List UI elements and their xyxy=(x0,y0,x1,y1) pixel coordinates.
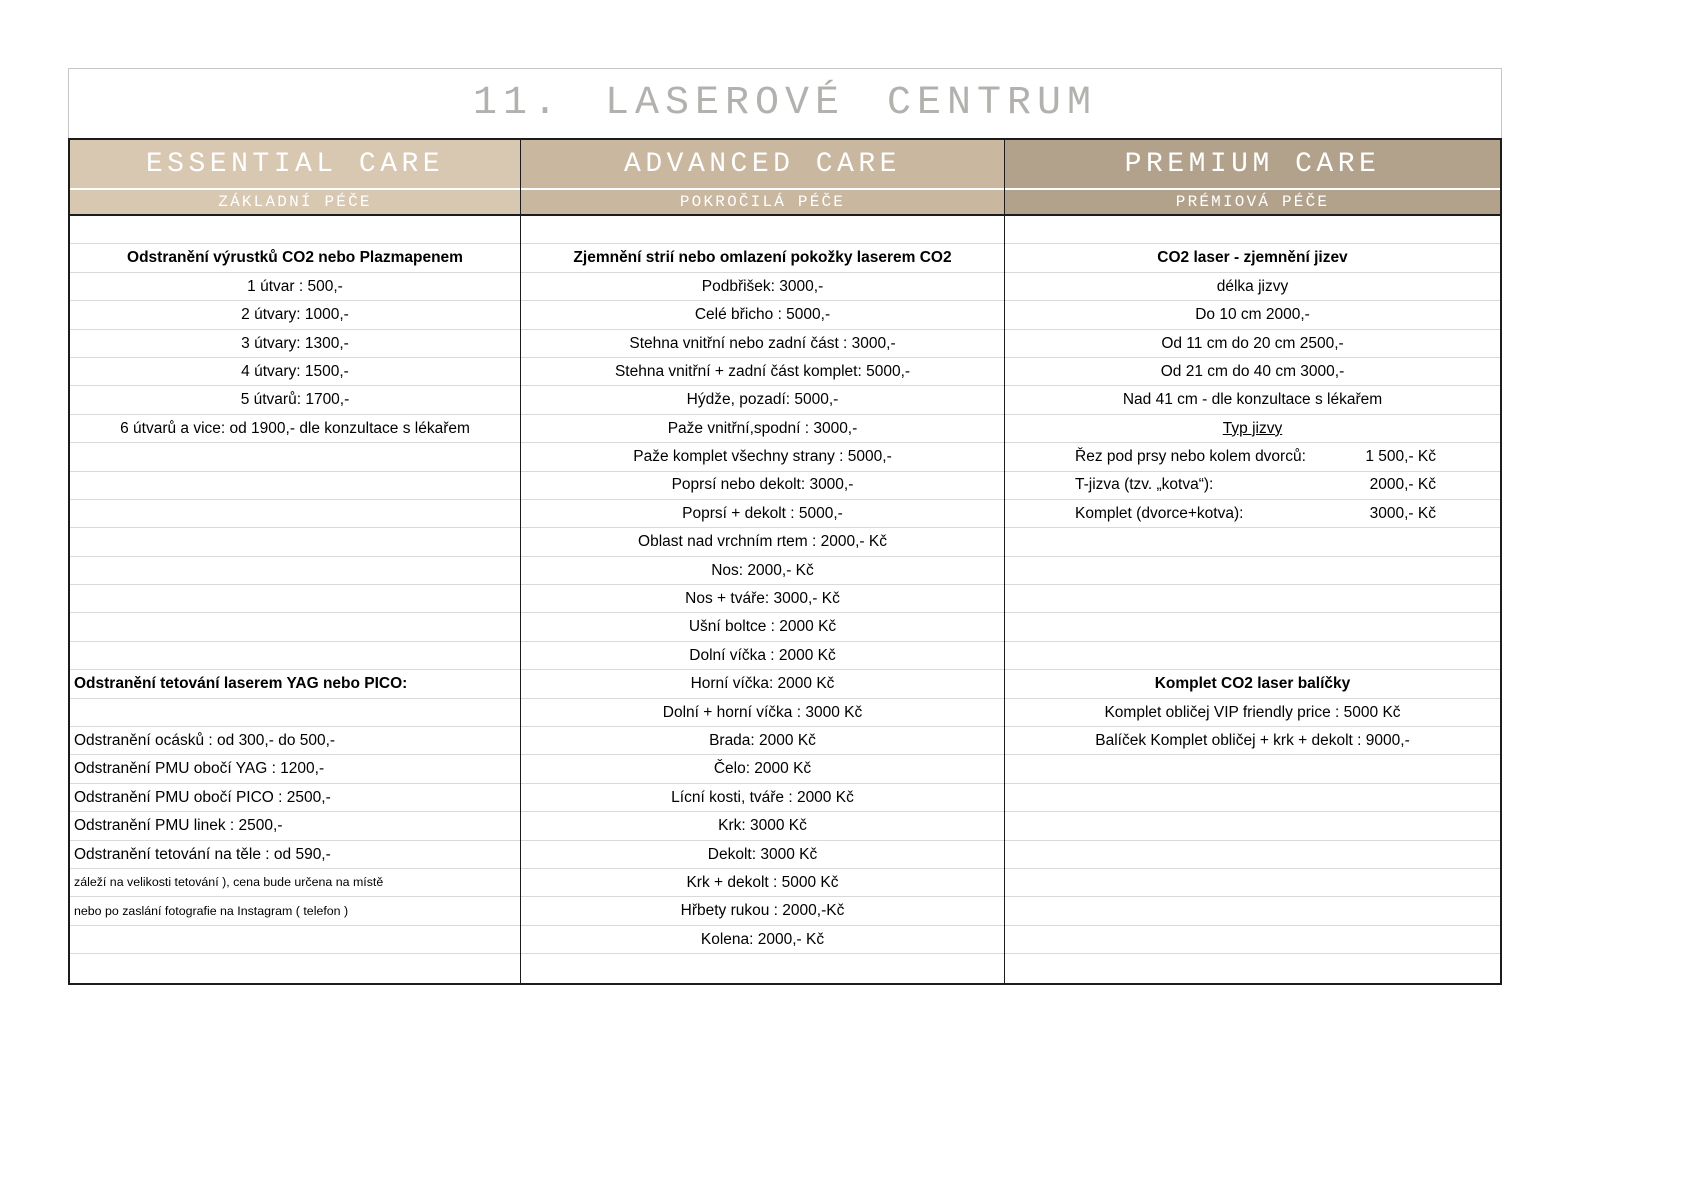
row-label: nebo po zaslání fotografie na Instagram ( telefon ) xyxy=(74,903,349,918)
price-list-row xyxy=(1005,755,1500,783)
column-subheader: ZÁKLADNÍ PÉČE xyxy=(70,190,520,216)
row-label: Krk: 3000 Kč xyxy=(718,817,807,835)
price-list-row xyxy=(521,727,1004,755)
price-list-row xyxy=(70,557,520,585)
price-list-row xyxy=(1005,443,1500,471)
price-list-row xyxy=(1005,216,1500,244)
row-label: Dolní + horní víčka : 3000 Kč xyxy=(662,703,863,721)
row-label: 4 útvary: 1500,- xyxy=(241,362,349,380)
price-list-row xyxy=(1005,784,1500,812)
price-list-row xyxy=(1005,897,1500,925)
price-list-row xyxy=(70,642,520,670)
column-header: ESSENTIAL CARE xyxy=(70,140,520,190)
row-label: Odstranění PMU obočí PICO : 2500,- xyxy=(74,788,331,806)
row-label: Od 21 cm do 40 cm 3000,- xyxy=(1160,362,1345,380)
row-label: Odstranění tetování na těle : od 590,- xyxy=(74,845,331,863)
price-list-row xyxy=(521,528,1004,556)
price-list-row xyxy=(521,472,1004,500)
price-list-row xyxy=(521,244,1004,272)
row-label: Do 10 cm 2000,- xyxy=(1195,306,1310,324)
price-list-row xyxy=(521,642,1004,670)
row-label: Komplet obličej VIP friendly price : 5000 Kč xyxy=(1104,703,1401,721)
row-label: Komplet (dvorce+kotva): xyxy=(1075,504,1244,522)
title-block xyxy=(68,68,1502,138)
row-label: Paže vnitřní,spodní : 3000,- xyxy=(667,419,858,437)
row-label: T-jizva (tzv. „kotva“): xyxy=(1075,476,1214,494)
row-label: Ušní boltce : 2000 Kč xyxy=(688,618,837,636)
row-label: 2 útvary: 1000,- xyxy=(241,306,349,324)
row-label: Krk + dekolt : 5000 Kč xyxy=(686,873,839,891)
price-list-row xyxy=(521,897,1004,925)
row-label: Odstranění PMU linek : 2500,- xyxy=(74,817,283,835)
price-list-row xyxy=(70,926,520,954)
price-list-row xyxy=(70,301,520,329)
row-label: Brada: 2000 Kč xyxy=(709,731,816,749)
price-list-row xyxy=(70,472,520,500)
price-list-row xyxy=(521,841,1004,869)
price-list-row xyxy=(1005,386,1500,414)
price-list-row xyxy=(1005,500,1500,528)
column-header: ADVANCED CARE xyxy=(521,140,1004,190)
price-list-row xyxy=(70,216,520,244)
price-list-row xyxy=(521,812,1004,840)
row-label: Stehna vnitřní nebo zadní část : 3000,- xyxy=(629,334,896,352)
price-list-row xyxy=(1005,926,1500,954)
price-list-row xyxy=(1005,557,1500,585)
row-label: Poprsí nebo dekolt: 3000,- xyxy=(671,476,854,494)
price-list-row xyxy=(70,869,520,897)
row-label: Nos + tváře: 3000,- Kč xyxy=(685,590,840,608)
price-list-row xyxy=(70,613,520,641)
price-list-row xyxy=(70,528,520,556)
column-header: PREMIUM CARE xyxy=(1005,140,1500,190)
row-label: Hřbety rukou : 2000,-Kč xyxy=(680,902,845,920)
price-list-row xyxy=(70,585,520,613)
row-label: Od 11 cm do 20 cm 2500,- xyxy=(1161,334,1344,352)
row-price: 3000,- Kč xyxy=(1369,504,1436,522)
price-list-row xyxy=(1005,273,1500,301)
row-label: Oblast nad vrchním rtem : 2000,- Kč xyxy=(638,533,887,551)
row-label: Lícní kosti, tváře : 2000 Kč xyxy=(671,788,854,806)
row-label: délka jizvy xyxy=(1216,277,1289,295)
row-label: Nos: 2000,- Kč xyxy=(711,561,814,579)
price-list-row xyxy=(521,784,1004,812)
price-list-row xyxy=(70,330,520,358)
price-list-row xyxy=(70,897,520,925)
price-list-row xyxy=(521,500,1004,528)
row-label: Nad 41 cm - dle konzultace s lékařem xyxy=(1122,391,1383,409)
price-list-row xyxy=(70,670,520,698)
column-rows xyxy=(70,216,520,983)
pricing-table xyxy=(68,138,1502,985)
price-list-row xyxy=(70,954,520,982)
row-label: Hýdže, pozadí: 5000,- xyxy=(686,391,839,409)
row-label: 3 útvary: 1300,- xyxy=(241,334,349,352)
price-list-row xyxy=(1005,358,1500,386)
price-list-row xyxy=(70,244,520,272)
row-label: Balíček Komplet obličej + krk + dekolt : 9000,- xyxy=(1095,731,1410,749)
row-label: Kolena: 2000,- Kč xyxy=(700,930,825,948)
price-list-row xyxy=(70,443,520,471)
row-label: Komplet CO2 laser balíčky xyxy=(1154,675,1351,693)
price-list-row xyxy=(70,727,520,755)
row-label: 5 útvarů: 1700,- xyxy=(240,391,350,409)
row-label: Horní víčka: 2000 Kč xyxy=(690,675,835,693)
price-list-row xyxy=(1005,301,1500,329)
price-list-row xyxy=(521,273,1004,301)
price-list-row xyxy=(521,443,1004,471)
price-list-row xyxy=(521,755,1004,783)
price-list-row xyxy=(1005,244,1500,272)
price-list-row xyxy=(521,301,1004,329)
row-label: Poprsí + dekolt : 5000,- xyxy=(682,504,843,522)
row-label: Odstranění výrustků CO2 nebo Plazmapenem xyxy=(127,249,463,267)
price-list-row xyxy=(1005,415,1500,443)
price-list-row xyxy=(70,699,520,727)
price-list-row xyxy=(70,784,520,812)
price-list-row xyxy=(1005,699,1500,727)
price-list-row xyxy=(521,954,1004,982)
price-list-row xyxy=(70,415,520,443)
price-list-row xyxy=(70,812,520,840)
price-list-row xyxy=(1005,330,1500,358)
row-label: Podbřišek: 3000,- xyxy=(701,277,824,295)
row-label: Typ jizvy xyxy=(1222,419,1283,437)
row-label: Odstranění tetování laserem YAG nebo PICO: xyxy=(74,675,408,693)
price-list-row xyxy=(1005,670,1500,698)
price-list-row xyxy=(1005,954,1500,982)
column-subheader: POKROČILÁ PÉČE xyxy=(521,190,1004,216)
price-list-row xyxy=(521,869,1004,897)
price-list-row xyxy=(70,500,520,528)
row-label: Paže komplet všechny strany : 5000,- xyxy=(633,448,892,466)
price-list-row xyxy=(521,330,1004,358)
price-list-row xyxy=(70,273,520,301)
price-list-row xyxy=(521,557,1004,585)
price-list-row xyxy=(70,841,520,869)
price-list-row xyxy=(521,358,1004,386)
price-list-row xyxy=(521,216,1004,244)
row-label: Čelo: 2000 Kč xyxy=(713,760,812,778)
row-label: Odstranění PMU obočí YAG : 1200,- xyxy=(74,760,325,778)
price-list-row xyxy=(521,699,1004,727)
row-label: Dolní víčka : 2000 Kč xyxy=(689,646,836,664)
row-label: 6 útvarů a vice: od 1900,- dle konzultace s lékařem xyxy=(120,419,470,437)
price-list-row xyxy=(70,386,520,414)
column-advanced-care xyxy=(521,140,1005,983)
page-title: 11. LASEROVÉ CENTRUM xyxy=(472,81,1098,126)
column-subheader: PRÉMIOVÁ PÉČE xyxy=(1005,190,1500,216)
row-label: CO2 laser - zjemnění jizev xyxy=(1157,249,1348,267)
column-rows xyxy=(521,216,1004,983)
price-list-row xyxy=(1005,585,1500,613)
row-label: Zjemnění strií nebo omlazení pokožky laserem CO2 xyxy=(573,249,952,267)
price-list-row xyxy=(521,386,1004,414)
price-list-row xyxy=(1005,613,1500,641)
price-list-row xyxy=(70,755,520,783)
price-list-row xyxy=(70,358,520,386)
row-label: Stehna vnitřní + zadní část komplet: 5000,- xyxy=(614,362,911,380)
price-list-row xyxy=(1005,472,1500,500)
column-premium-care xyxy=(1005,140,1500,983)
row-label: Řez pod prsy nebo kolem dvorců: xyxy=(1075,448,1306,466)
price-list-row xyxy=(1005,869,1500,897)
price-list-row xyxy=(521,585,1004,613)
column-essential-care xyxy=(70,140,521,983)
price-list-row xyxy=(1005,841,1500,869)
price-list-row xyxy=(1005,642,1500,670)
price-list-row xyxy=(1005,727,1500,755)
row-label: Dekolt: 3000 Kč xyxy=(707,845,818,863)
price-list-row xyxy=(521,415,1004,443)
price-list-row xyxy=(521,926,1004,954)
price-list-row xyxy=(521,613,1004,641)
row-label: Odstranění ocásků : od 300,- do 500,- xyxy=(74,731,336,749)
row-price: 1 500,- Kč xyxy=(1365,448,1436,466)
price-list-sheet xyxy=(68,68,1502,985)
price-list-row xyxy=(1005,528,1500,556)
price-list-row xyxy=(1005,812,1500,840)
row-label: 1 útvar : 500,- xyxy=(247,277,343,295)
column-rows xyxy=(1005,216,1500,983)
row-price: 2000,- Kč xyxy=(1369,476,1436,494)
row-label: Celé břicho : 5000,- xyxy=(694,306,831,324)
price-list-row xyxy=(521,670,1004,698)
row-label: záleží na velikosti tetování ), cena bude určena na místě xyxy=(74,875,384,890)
